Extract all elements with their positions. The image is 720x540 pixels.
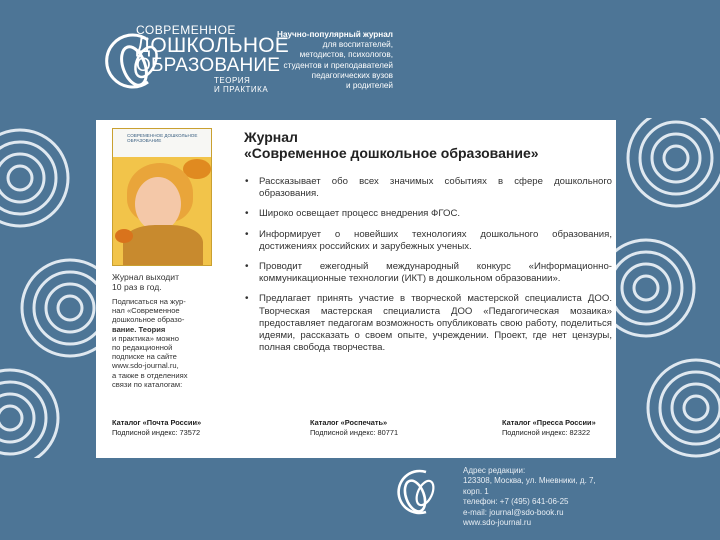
desc-line: педагогических вузов (311, 70, 393, 80)
title-line-2: ДОШКОЛЬНОЕ (136, 34, 289, 57)
left-swirl-decoration (0, 118, 96, 458)
catalog-index: Подписной индекс: 82322 (502, 427, 591, 437)
title-line-1: СОВРЕМЕННОЕ (136, 23, 236, 37)
feature-list (244, 176, 612, 362)
catalog-index: Подписной индекс: 80771 (310, 427, 399, 437)
right-swirl-decoration (616, 118, 720, 458)
catalog-name: Каталог «Почта России» (112, 418, 202, 427)
catalog-item (310, 418, 398, 437)
website-link[interactable]: www.sdo-journal.ru (463, 518, 532, 528)
list-item: • Широко освещает процесс внедрения ФГОС. (244, 208, 612, 220)
subscription-info (112, 272, 220, 389)
journal-heading (244, 129, 539, 161)
bottom-banner (0, 458, 720, 540)
catalog-name: Каталог «Роспечать» (310, 418, 388, 427)
phone-line: телефон: +7 (495) 641-06-25 (463, 497, 569, 507)
desc-line: Научно-популярный журнал (277, 30, 393, 39)
desc-line: для воспитателей, (322, 40, 393, 50)
issue-frequency: Журнал выходит 10 раз в год. (112, 272, 180, 292)
title-line-4b: И ПРАКТИКА (214, 85, 269, 94)
address-line: 123308, Москва, ул. Мневники, д. 7, (463, 476, 596, 486)
swirl-pattern-icon (0, 118, 96, 458)
top-banner (0, 0, 720, 120)
address-line: корп. 1 (463, 486, 489, 496)
desc-line: и родителей (346, 81, 393, 91)
catalog-name: Каталог «Пресса России» (502, 418, 596, 427)
cover-title: СОВРЕМЕННОЕ ДОШКОЛЬНОЕ ОБРАЗОВАНИЕ (127, 133, 198, 143)
list-item: • Предлагает принять участие в творческой мастерской специалиста ДОО. Творческая мастерская специалиста ДОО «Педагогическая мозаика» предоставляет педагогам возможность опубликовать свою работу, поделиться идеями, рассказать о своем опыте, учреждении. Проект, где нет цензуры, полная свобода творчества. (244, 293, 612, 354)
website-link[interactable]: www.sdo-journal.ru, (112, 361, 179, 371)
email-link[interactable]: e-mail: journal@sdo-book.ru (463, 507, 564, 517)
list-item: • Проводит ежегодный международный конкурс «Информационно-коммуникационные технологии (ИКТ) в дошкольном образовании». (244, 261, 612, 285)
title-line-3: ОБРАЗОВАНИЕ (136, 55, 281, 76)
soo-monogram-icon (386, 462, 442, 522)
catalog-item (112, 418, 201, 437)
journal-label: Журнал (244, 129, 298, 145)
title-line-4a: ТЕОРИЯ (214, 76, 251, 85)
journal-cover-image (112, 128, 212, 266)
swirl-pattern-icon (616, 118, 720, 458)
catalog-item (502, 418, 596, 437)
catalog-index: Подписной индекс: 73572 (112, 427, 201, 437)
list-item: • Информирует о новейших технологиях дошкольного образования, достижениях российских и зарубежных ученых. (244, 229, 612, 253)
editorial-address (463, 466, 596, 528)
list-item: • Рассказывает обо всех значимых событиях в сфере дошкольного образования. (244, 176, 612, 200)
journal-name: «Современное дошкольное образование» (244, 145, 539, 161)
desc-line: методистов, психологов, (299, 50, 393, 60)
desc-line: студентов и преподавателей (283, 60, 393, 70)
address-title: Адрес редакции: (463, 466, 526, 475)
subscribe-text: Подписаться на жур- нал «Современное дошкольное образо- вание. Теория и практика» можно по редакционной подписке на сайте www.sdo-journal.ru, а также в отделениях связи по каталогам: (112, 297, 188, 389)
journal-description (260, 30, 393, 91)
